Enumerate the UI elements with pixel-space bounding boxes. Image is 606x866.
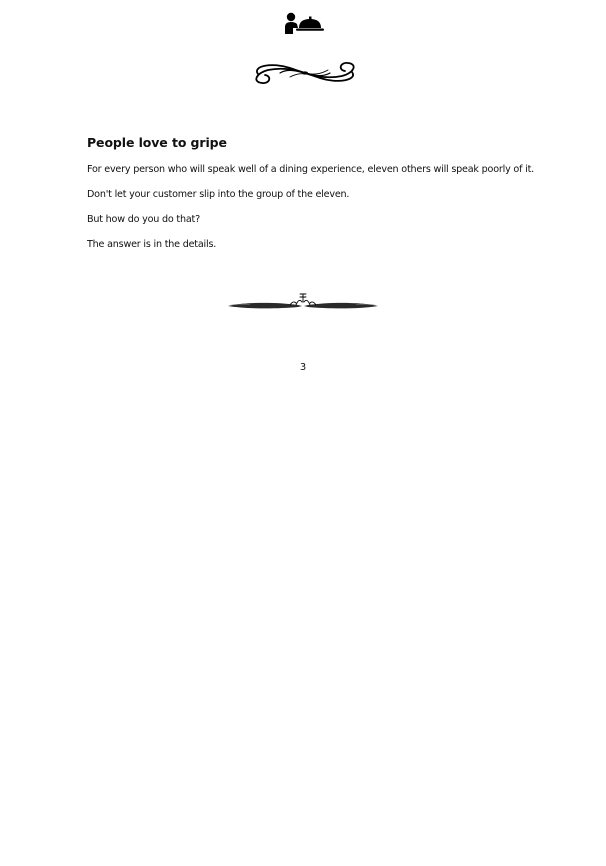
paragraph: Don't let your customer slip into the group of the eleven. bbox=[87, 189, 350, 200]
page-number: 3 bbox=[299, 362, 307, 373]
waiter-serving-tray-icon bbox=[284, 12, 324, 36]
article-title: People love to gripe bbox=[87, 135, 227, 150]
flourish-ornament bbox=[250, 58, 360, 88]
paragraph: For every person who will speak well of a dining experience, eleven others will speak poorly of it. bbox=[87, 164, 534, 175]
paragraph: But how do you do that? bbox=[87, 214, 200, 225]
paragraph: The answer is in the details. bbox=[87, 239, 217, 250]
article bbox=[87, 135, 547, 263]
scroll-divider-ornament bbox=[226, 290, 380, 312]
